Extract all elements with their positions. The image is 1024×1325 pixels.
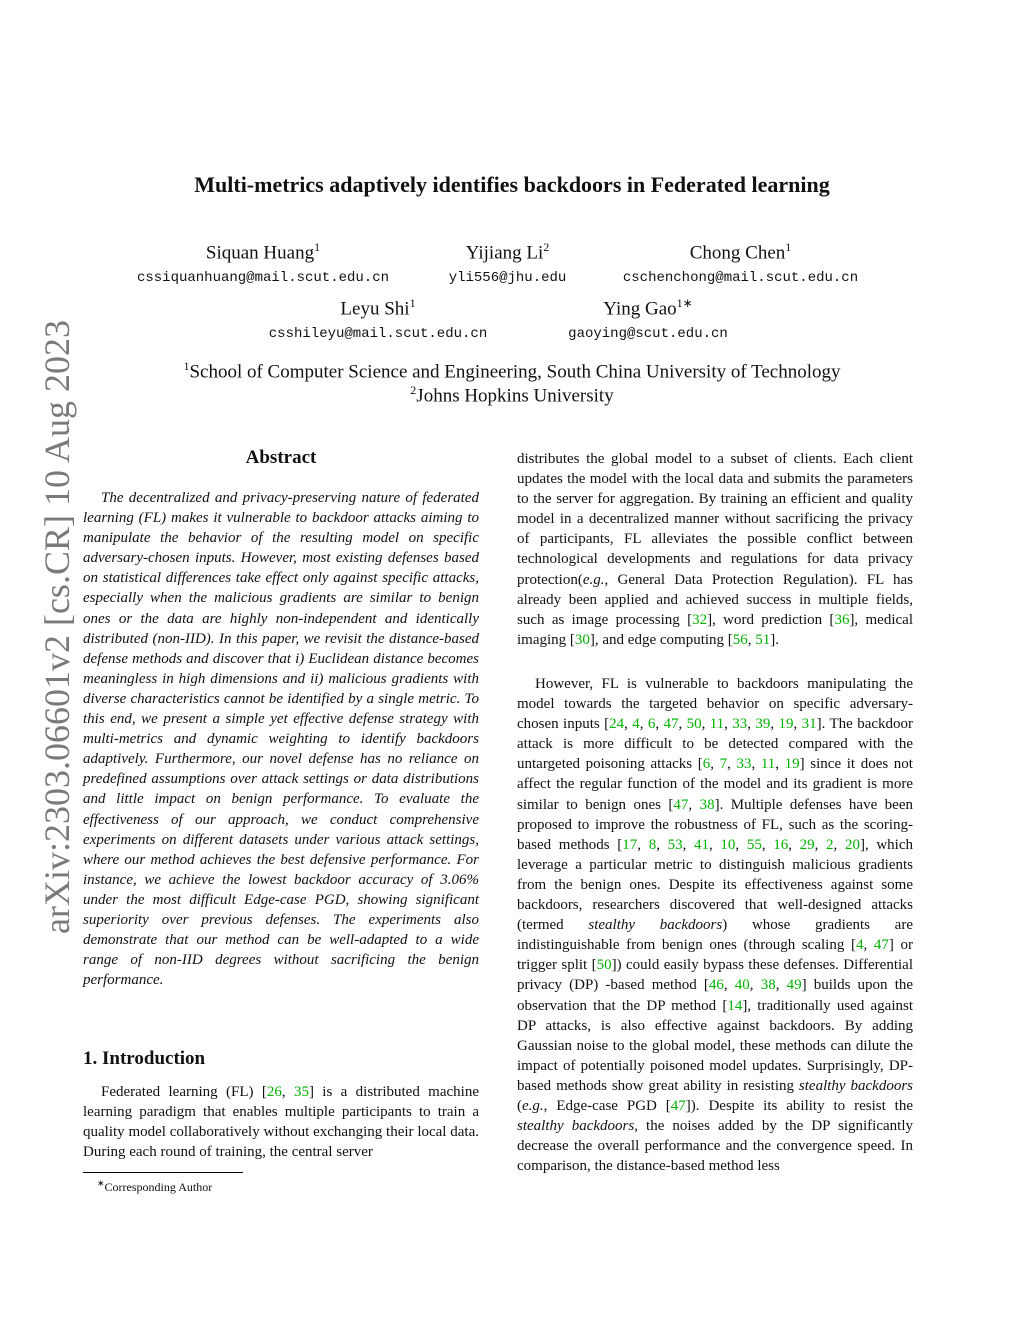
author-block — [248, 296, 508, 342]
citation-link[interactable]: 14 — [727, 997, 743, 1014]
paper-title: Multi-metrics adaptively identifies backdoors in Federated learning — [194, 172, 830, 197]
affiliation-text: Johns Hopkins University — [416, 385, 614, 407]
citation-link[interactable]: 50 — [686, 716, 702, 733]
citation-link[interactable]: 6 — [702, 756, 711, 773]
citation-link[interactable]: 46 — [708, 977, 724, 994]
author-name: Yijiang Li — [465, 242, 544, 264]
citation-link[interactable]: 33 — [732, 716, 748, 733]
citation-link[interactable]: 35 — [293, 1084, 309, 1100]
citation-link[interactable]: 39 — [755, 716, 771, 733]
author-affiliation-mark: 1 — [785, 240, 792, 254]
section-heading-introduction: 1. Introduction — [83, 1048, 206, 1069]
footnote-mark: ∗ — [97, 1178, 105, 1188]
citation-link[interactable]: 47 — [670, 1097, 686, 1114]
citation-link[interactable]: 56 — [732, 631, 748, 648]
citation-link[interactable]: 47 — [873, 937, 889, 954]
author-name: Leyu Shi — [340, 298, 410, 320]
affiliation-text: School of Computer Science and Engineering, South China University of Technology — [189, 361, 841, 383]
citation-link[interactable]: 47 — [673, 796, 689, 813]
citation-link[interactable]: 4 — [855, 937, 864, 954]
citation-link[interactable]: 55 — [746, 836, 762, 853]
citation-link[interactable]: 53 — [667, 836, 683, 853]
author-name: Siquan Huang — [205, 242, 315, 264]
citation-link[interactable]: 29 — [799, 836, 815, 853]
affiliation-mark: 1 — [183, 359, 190, 373]
citation-link[interactable]: 41 — [694, 836, 710, 853]
author-name: Ying Gao — [603, 298, 677, 320]
footnote-text: Corresponding Author — [104, 1180, 213, 1194]
citation-link[interactable]: 11 — [760, 756, 776, 773]
author-block — [118, 240, 408, 286]
citation-link[interactable]: 32 — [692, 611, 708, 628]
author-block — [420, 240, 595, 286]
intro-paragraph: However, FL is vulnerable to backdoors manipulating the model towards the targeted behavior on specific adversary-chosen inputs [24, 4, 6, 47, 50, 11, 33, 39, 19, 31]. The backdoor attack is more difficult to be detected compared with the untargeted poisoning attacks [6, 7, 33, 11, 19] since it does not affect the regular function of the model and its gradient is more similar to benign ones [47, 38]. Multiple defenses have been proposed to improve the robustness of FL, such as the scoring-based methods [17, 8, 53, 41, 10, 55, 16, 29, 2, 20], which leverage a particular metric to distinguish malicious gradients from the benign ones. Despite its effectiveness against some backdoors, researchers discovered that well-designed attacks (termed stealthy backdoors) whose gradients are indistinguishable from benign ones (through scaling [4, 47] or trigger split [50]) could easily bypass these defenses. Differential privacy (DP) -based method [46, 40, 38, 49] builds upon the observation that the DP method [14], traditionally used against DP attacks, is also effective against backdoors. By adding Gaussian noise to the global model, these methods can dilute the impact of potentially poisoned model updates. Surprisingly, DP-based methods show great ability in resisting stealthy backdoors (e.g., Edge-case PGD [47]). Despite its ability to resist the stealthy backdoors, the noises added by the DP significantly decrease the overall performance and the convergence speed. In comparison, the distance-based method less — [517, 676, 914, 1175]
citation-link[interactable]: 2 — [826, 836, 834, 853]
abstract-body: The decentralized and privacy-preserving nature of federated learning (FL) makes it vulnerable to backdoor attacks aiming to manipulate the behavior of the resulting model on specific adversary-chosen inputs. However, most existing defenses based on statistical differences take effect only against specific attacks, especially when the malicious gradients are similar to benign ones or the data are highly non-independent and identically distributed (non-IID). In this paper, we revisit the distance-based defense methods and discover that i) Euclidean distance becomes meaningless in high dimensions and ii) malicious gradients with diverse characteristics cannot be identified by a single metric. To this end, we present a simple yet effective defense strategy with multi-metrics and dynamic weighting to identify backdoors adaptively. Furthermore, our novel defense has no reliance on predefined assumptions over attack settings or data distributions and little impact on benign performance. To evaluate the effectiveness of our approach, we conduct comprehensive experiments on different datasets under various attack settings, where our method achieves the best defensive performance. For instance, we achieve the lowest backdoor accuracy of 3.06% under the most difficult Edge-case PGD, showing significant superiority over previous defenses. The experiments also demonstrate that our method can be well-adapted to a wide range of non-IID degrees without sacrificing the benign performance. — [83, 490, 479, 989]
author-email: cschenchong@mail.scut.edu.cn — [622, 270, 859, 287]
citation-link[interactable]: 17 — [622, 836, 638, 853]
citation-link[interactable]: 8 — [648, 836, 657, 853]
author-name: Chong Chen — [689, 242, 786, 264]
author-email: csshileyu@mail.scut.edu.cn — [268, 326, 488, 343]
author-affiliation-mark: 1 — [409, 296, 416, 310]
citation-link[interactable]: 16 — [773, 836, 789, 853]
citation-link[interactable]: 36 — [834, 611, 850, 628]
footnote-rule — [83, 1172, 243, 1173]
arxiv-identifier: arXiv:2303.06601v2 [cs.CR] 10 Aug 2023 — [37, 320, 77, 934]
citation-link[interactable]: 30 — [574, 631, 590, 648]
abstract-heading: Abstract — [245, 447, 317, 468]
intro-paragraph-continued: distributes the global model to a subset of clients. Each client updates the model with the local data and submits the parameters to the server for aggregation. By training an efficient and quality model in a decentralized manner without sacrificing the privacy of participants, FL alleviates the possible conflict between technological developments and regulations for data privacy protection(e.g., General Data Protection Regulation). FL has already been applied and achieved success in multiple fields, such as image processing [32], word prediction [36], medical imaging [30], and edge computing [56, 51]. — [517, 451, 913, 648]
author-affiliation-mark: 1∗ — [676, 296, 693, 310]
citation-link[interactable]: 47 — [663, 716, 679, 733]
citation-link[interactable]: 4 — [632, 716, 640, 733]
citation-link[interactable]: 26 — [266, 1084, 282, 1100]
author-block — [603, 240, 878, 286]
citation-link[interactable]: 40 — [734, 977, 750, 994]
author-email: cssiquanhuang@mail.scut.edu.cn — [136, 270, 390, 287]
citation-link[interactable]: 49 — [786, 977, 802, 994]
author-affiliation-mark: 2 — [543, 240, 550, 254]
citation-link[interactable]: 50 — [596, 957, 612, 974]
author-email: gaoying@scut.edu.cn — [568, 326, 728, 343]
citation-link[interactable]: 31 — [801, 716, 817, 733]
intro-paragraph: Federated learning (FL) [26, 35] is a distributed machine learning paradigm that enables multiple participants to train a quality model collaboratively without exchanging their local data. During each round of training, the central server — [83, 1084, 479, 1161]
author-email: yli556@jhu.edu — [448, 270, 567, 287]
citation-link[interactable]: 7 — [719, 756, 728, 773]
citation-link[interactable]: 10 — [720, 836, 736, 853]
citation-link[interactable]: 6 — [647, 716, 656, 733]
footnote — [97, 1178, 212, 1195]
affiliation — [0, 378, 1024, 408]
citation-link[interactable]: 11 — [709, 716, 725, 733]
citation-link[interactable]: 33 — [736, 756, 752, 773]
citation-link[interactable]: 51 — [755, 631, 771, 648]
citation-link[interactable]: 19 — [784, 756, 800, 773]
citation-link[interactable]: 38 — [699, 796, 715, 813]
author-affiliation-mark: 1 — [314, 240, 321, 254]
author-block — [548, 296, 748, 342]
affiliation-mark: 2 — [410, 383, 417, 397]
citation-link[interactable]: 20 — [844, 836, 860, 853]
citation-link[interactable]: 24 — [609, 716, 625, 733]
citation-link[interactable]: 38 — [760, 977, 776, 994]
citation-link[interactable]: 19 — [778, 716, 794, 733]
